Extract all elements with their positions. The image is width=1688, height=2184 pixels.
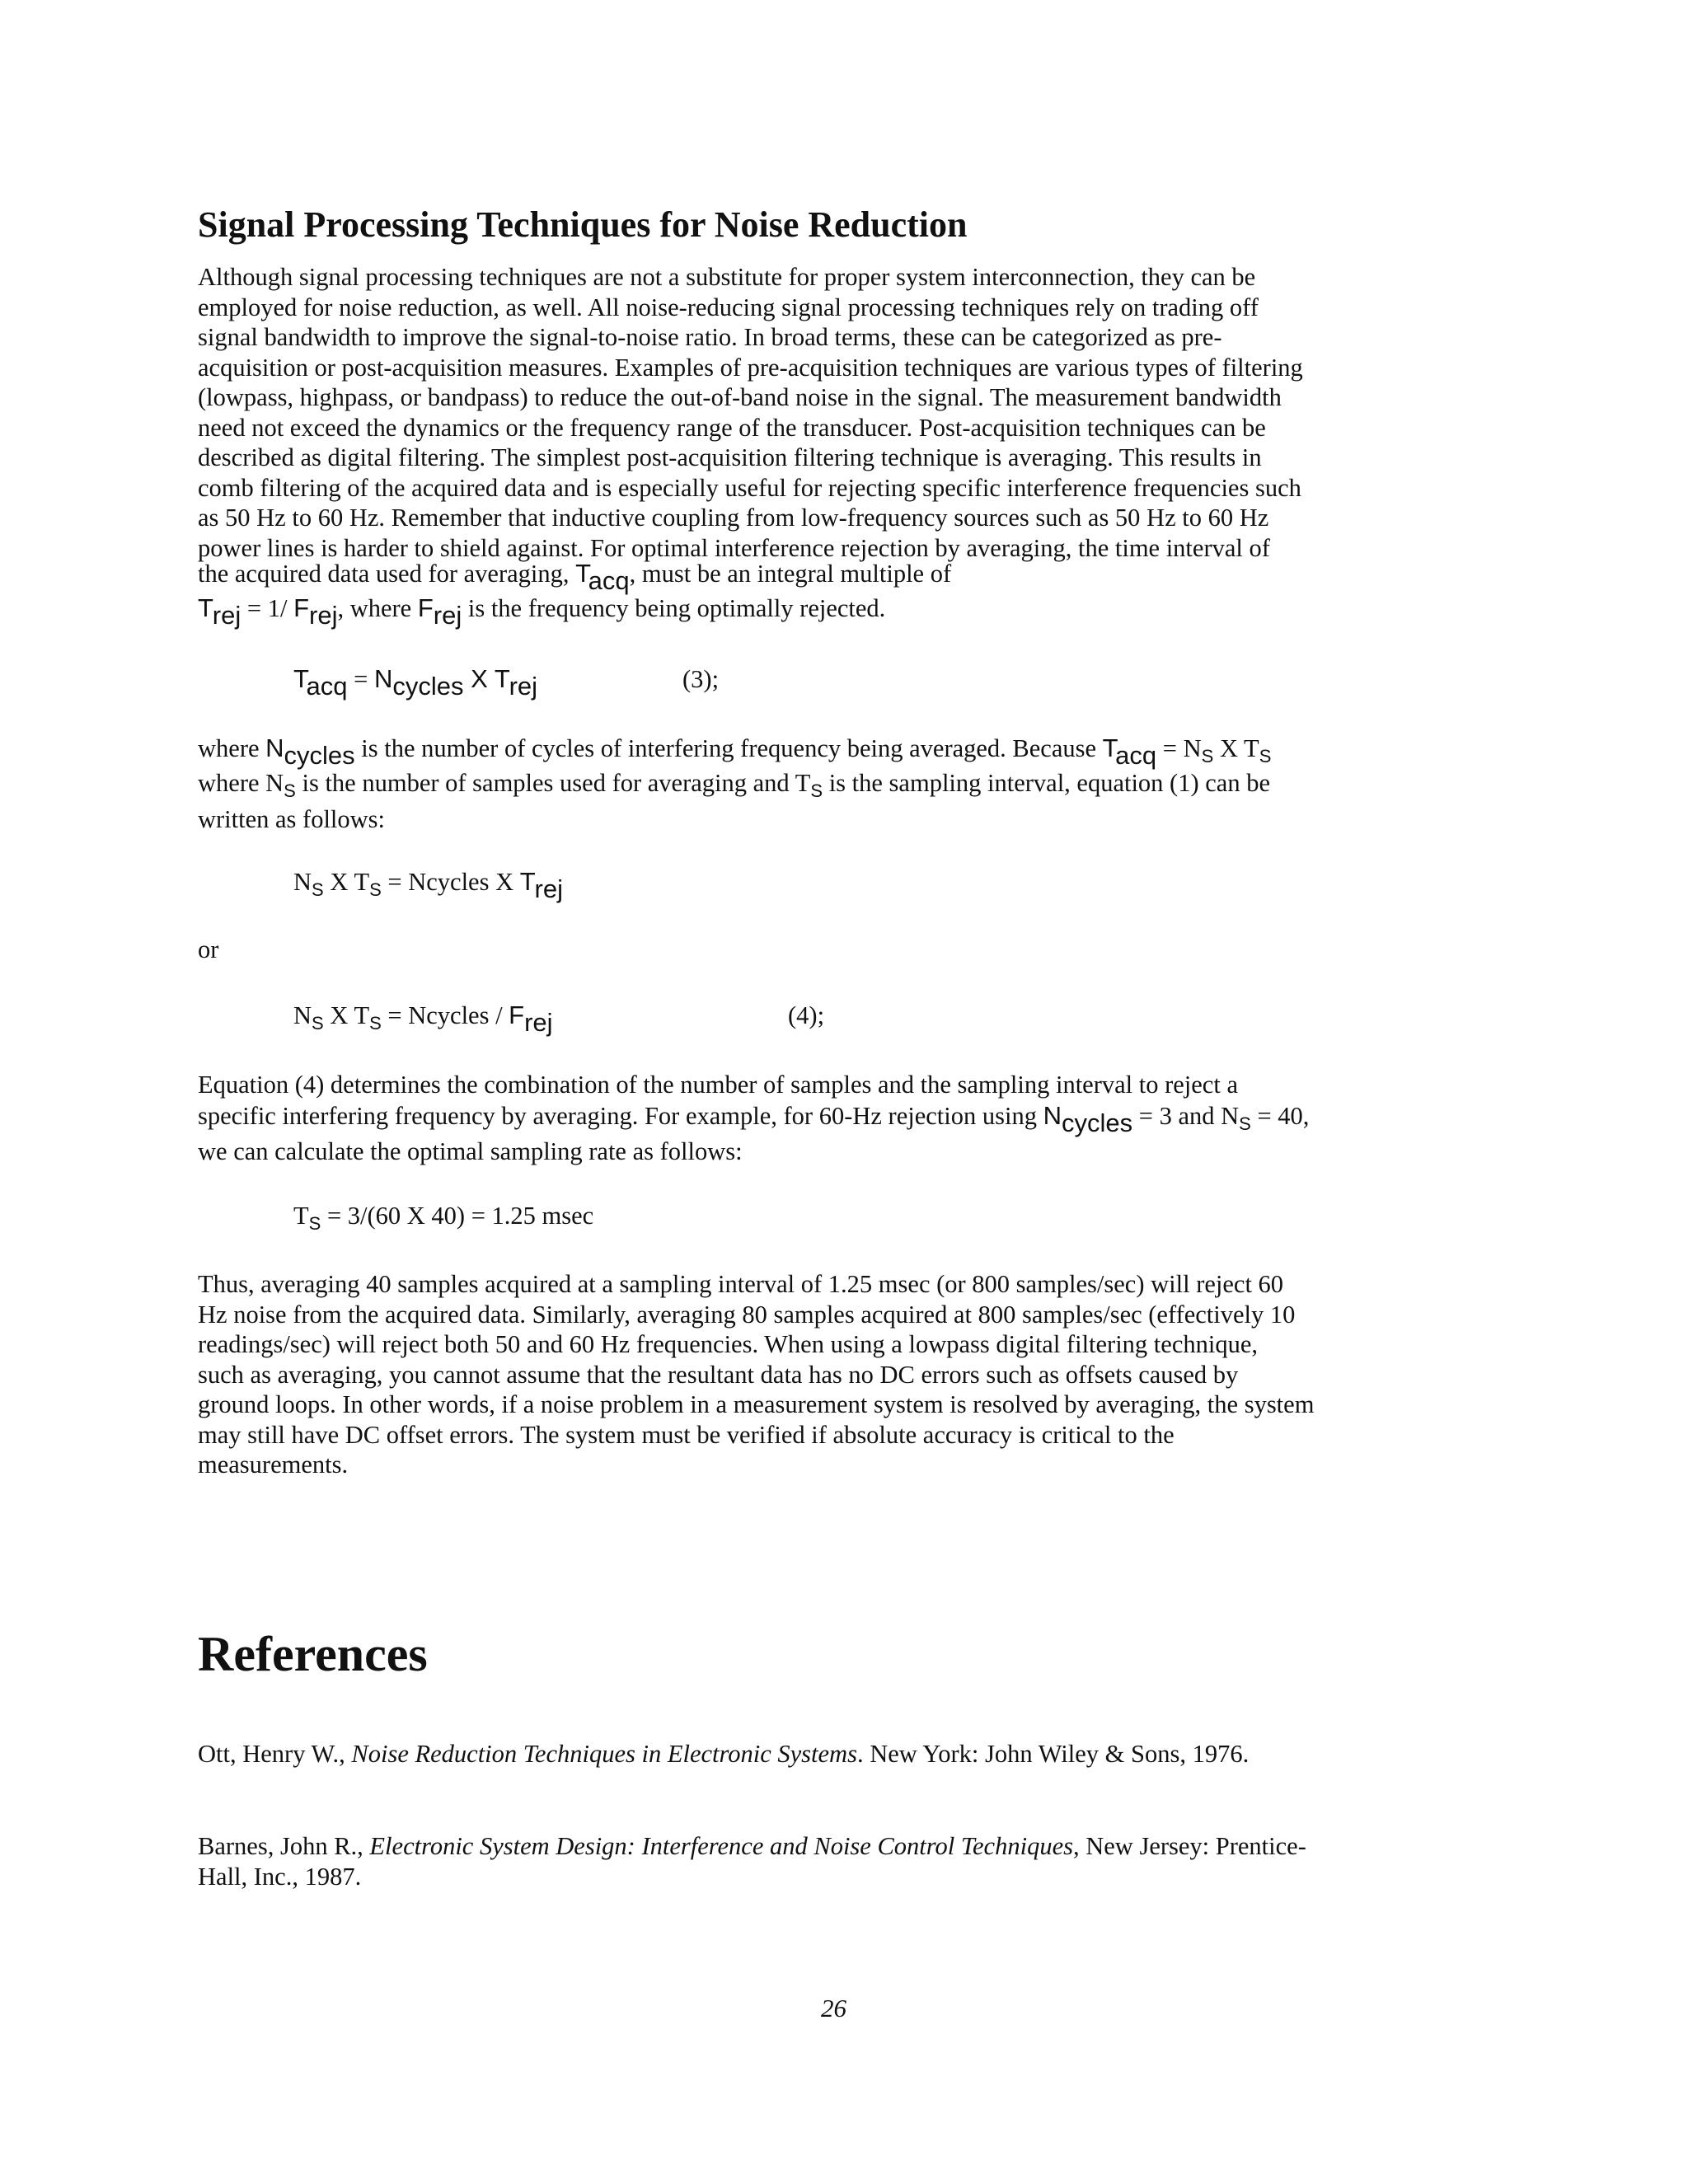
equation-ns-ts-trej [293,865,563,901]
reference-line-2: Hall, Inc., 1987. [198,1863,362,1891]
reference-author: Ott, Henry W., [198,1740,352,1768]
subscript-cycles: cycles [284,741,355,770]
subscript-s: S [284,780,296,801]
references-title: References [198,1627,428,1681]
symbol-n: N [373,664,393,693]
symbol-f: F [417,593,434,622]
reference-work: Noise Reduction Techniques in Electronic Systems [351,1740,857,1768]
equation-ts [293,1199,593,1235]
subscript-s: S [1239,1113,1251,1134]
text-run: X T [323,1001,370,1029]
subscript-s: S [810,780,823,801]
paragraph-line: measurements. [198,1451,349,1479]
reference-work: Electronic System Design: Interference and Noise Control Techniques [369,1832,1073,1860]
text-run: where N [198,769,284,797]
page-number: 26 [821,1994,846,2022]
paragraph-2-line-1 [198,732,1272,770]
paragraph-line: Although signal processing techniques are not a substitute for proper system interconnection, they can be [198,263,1256,291]
symbol-t: T [519,867,535,896]
text-run: = N [1156,734,1202,762]
text-run: , must be an integral multiple of [629,560,952,588]
text-run: = 1/ [241,594,294,622]
equation-4 [293,999,553,1037]
paragraph-line: signal bandwidth to improve the signal-to-noise ratio. In broad terms, these can be categorized as pre- [198,323,1222,351]
subscript-s: S [369,1013,382,1033]
paragraph-line: employed for noise reduction, as well. All noise-reducing signal processing techniques rely on trading off [198,293,1259,321]
text-run: is the frequency being optimally rejected. [462,594,886,622]
reference-publisher: , New Jersey: Prentice- [1072,1832,1306,1860]
symbol-t: T [293,664,307,693]
text-run: N [293,1001,312,1029]
text-run: = [347,665,374,693]
text-run: is the number of samples used for averaging and T [295,769,811,797]
paragraph-3-line-2 [198,1099,1309,1135]
text-run: = 3/(60 X 40) = 1.25 msec [321,1202,594,1230]
symbol-t: T [1102,733,1116,762]
symbol-n: N [1043,1101,1062,1130]
subscript-acq: acq [306,672,348,701]
paragraph-line: described as digital filtering. The simplest post-acquisition filtering technique is averaging. This results in [198,443,1262,471]
paragraph-line: Hz noise from the acquired data. Similarly, averaging 80 samples acquired at 800 samples/sec (effectively 10 [198,1300,1296,1329]
subscript-rej: rej [534,874,563,903]
subscript-s: S [308,1213,321,1234]
subscript-s: S [1259,746,1272,766]
text-run: the acquired data used for averaging, [198,560,576,588]
paragraph-2-line-3: written as follows: [198,805,386,833]
subscript-s: S [1201,746,1214,766]
paragraph-line: comb filtering of the acquired data and is especially useful for rejecting specific interference frequencies such [198,473,1301,502]
paragraph-2-line-2 [198,766,1270,802]
paragraph-line: ground loops. In other words, if a noise problem in a measurement system is resolved by averaging, the system [198,1390,1315,1418]
symbol-t: T [198,593,213,622]
text-run: = 40, [1250,1102,1310,1130]
text-run: , where [337,594,418,622]
text-run: = Ncycles X [381,868,520,896]
reference-publisher: . New York: John Wiley & Sons, 1976. [856,1740,1250,1768]
text-run: = 3 and N [1132,1102,1240,1130]
text-run: specific interfering frequency by averaging. For example, for 60-Hz rejection using [198,1102,1043,1130]
paragraph-3-line-1: Equation (4) determines the combination of the number of samples and the sampling interval to reject a [198,1071,1238,1099]
equation-number-3: (3); [682,665,720,693]
paragraph-4 [198,1269,1508,1480]
section-title: Signal Processing Techniques for Noise Reduction [198,204,968,245]
subscript-acq: acq [588,566,630,595]
symbol-f: F [509,1001,525,1029]
subscript-rej: rej [524,1008,553,1037]
reference-2 [198,1831,1306,1892]
text-run: X T [323,868,370,896]
equation-3 [293,663,538,701]
subscript-s: S [312,1013,324,1033]
paragraph-line-tacq [198,557,952,595]
reference-author: Barnes, John R., [198,1832,370,1860]
paragraph-line: may still have DC offset errors. The system must be verified if absolute accuracy is critical to the [198,1420,1175,1449]
paragraph-line: as 50 Hz to 60 Hz. Remember that inductive coupling from low-frequency sources such as 50 Hz to 60 Hz [198,504,1269,532]
text-run: is the sampling interval, equation (1) can be [823,769,1270,797]
symbol-f: F [293,593,309,622]
equation-number-4: (4); [788,1001,825,1029]
text-run: is the number of cycles of interfering frequency being averaged. Because [354,734,1103,762]
reference-1 [198,1739,1249,1769]
subscript-rej: rej [433,601,462,630]
paragraph-line: readings/sec) will reject both 50 and 60 Hz frequencies. When using a lowpass digital filtering technique, [198,1330,1258,1358]
symbol-x: X [463,664,495,693]
paragraph-line: (lowpass, highpass, or bandpass) to reduce the out-of-band noise in the signal. The measurement bandwidth [198,383,1282,411]
symbol-n: N [265,733,284,762]
symbol-t: T [494,664,509,693]
subscript-cycles: cycles [1061,1108,1133,1137]
subscript-s: S [369,879,382,900]
subscript-rej: rej [212,601,241,630]
paragraph-line: need not exceed the dynamics or the frequency range of the transducer. Post-acquisition techniques can be [198,413,1266,442]
subscript-rej: rej [509,672,538,701]
subscript-cycles: cycles [392,672,464,701]
paragraph-line: acquisition or post-acquisition measures. Examples of pre-acquisition techniques are various types of filtering [198,353,1303,382]
paragraph-line: Thus, averaging 40 samples acquired at a sampling interval of 1.25 msec (or 800 samples/sec) will reject 60 [198,1270,1284,1298]
text-run: T [293,1202,309,1230]
symbol-t: T [575,559,588,588]
paragraph-3-line-3: we can calculate the optimal sampling rate as follows: [198,1137,743,1165]
paragraph-line: such as averaging, you cannot assume that the resultant data has no DC errors such as offsets caused by [198,1360,1239,1389]
text-run: where [198,734,266,762]
text-run: N [293,868,312,896]
paragraph-line-trej [198,592,886,630]
paragraph-line: power lines is harder to shield against. For optimal interference rejection by averaging, the time interval of [198,533,1270,562]
subscript-acq: acq [1115,741,1157,770]
paragraph-1 [198,262,1508,563]
or-label: or [198,935,219,963]
text-run: X T [1213,734,1259,762]
text-run: = Ncycles / [381,1001,509,1029]
subscript-s: S [312,879,324,900]
subscript-rej: rej [309,601,338,630]
